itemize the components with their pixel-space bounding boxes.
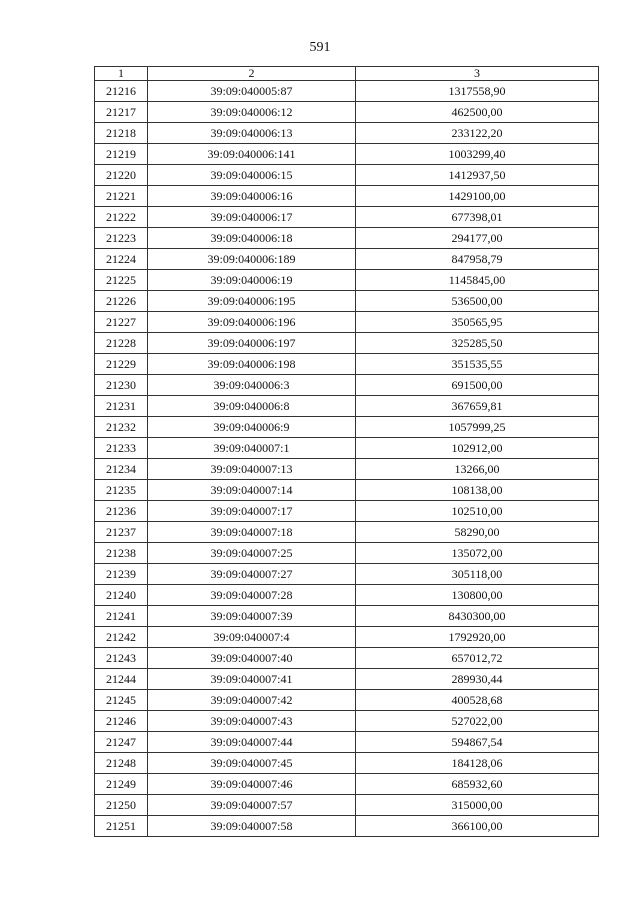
value-cell: 108138,00 <box>356 480 599 501</box>
row-number-cell: 21233 <box>95 438 148 459</box>
table-row <box>95 543 599 564</box>
row-number-cell: 21248 <box>95 753 148 774</box>
row-number-cell: 21242 <box>95 627 148 648</box>
table-row <box>95 690 599 711</box>
cadastral-number-cell: 39:09:040007:17 <box>148 501 356 522</box>
table-row <box>95 396 599 417</box>
cadastral-number-cell: 39:09:040007:43 <box>148 711 356 732</box>
row-number-cell: 21224 <box>95 249 148 270</box>
table-row <box>95 648 599 669</box>
row-number-cell: 21241 <box>95 606 148 627</box>
row-number-cell: 21223 <box>95 228 148 249</box>
table-row <box>95 795 599 816</box>
cadastral-number-cell: 39:09:040006:18 <box>148 228 356 249</box>
row-number-cell: 21238 <box>95 543 148 564</box>
value-cell: 102912,00 <box>356 438 599 459</box>
row-number-cell: 21232 <box>95 417 148 438</box>
table-row <box>95 585 599 606</box>
value-cell: 657012,72 <box>356 648 599 669</box>
table-row <box>95 228 599 249</box>
cadastral-number-cell: 39:09:040007:14 <box>148 480 356 501</box>
value-cell: 294177,00 <box>356 228 599 249</box>
value-cell: 1412937,50 <box>356 165 599 186</box>
row-number-cell: 21225 <box>95 270 148 291</box>
cadastral-number-cell: 39:09:040007:41 <box>148 669 356 690</box>
table-row <box>95 459 599 480</box>
table-row <box>95 564 599 585</box>
row-number-cell: 21243 <box>95 648 148 669</box>
cadastral-number-cell: 39:09:040006:141 <box>148 144 356 165</box>
value-cell: 1792920,00 <box>356 627 599 648</box>
page-number: 591 <box>309 40 331 55</box>
value-cell: 685932,60 <box>356 774 599 795</box>
value-cell: 351535,55 <box>356 354 599 375</box>
row-number-cell: 21231 <box>95 396 148 417</box>
row-number-cell: 21234 <box>95 459 148 480</box>
row-number-cell: 21249 <box>95 774 148 795</box>
cadastral-number-cell: 39:09:040007:13 <box>148 459 356 480</box>
table-row <box>95 774 599 795</box>
value-cell: 13266,00 <box>356 459 599 480</box>
row-number-cell: 21246 <box>95 711 148 732</box>
row-number-cell: 21220 <box>95 165 148 186</box>
cadastral-value-table <box>94 66 599 837</box>
value-cell: 536500,00 <box>356 291 599 312</box>
table-row <box>95 270 599 291</box>
cadastral-number-cell: 39:09:040006:15 <box>148 165 356 186</box>
table-row <box>95 144 599 165</box>
row-number-cell: 21247 <box>95 732 148 753</box>
table-row <box>95 81 599 102</box>
value-cell: 233122,20 <box>356 123 599 144</box>
cadastral-number-cell: 39:09:040007:46 <box>148 774 356 795</box>
cadastral-number-cell: 39:09:040007:28 <box>148 585 356 606</box>
row-number-cell: 21219 <box>95 144 148 165</box>
row-number-cell: 21237 <box>95 522 148 543</box>
value-cell: 691500,00 <box>356 375 599 396</box>
cadastral-number-cell: 39:09:040007:4 <box>148 627 356 648</box>
row-number-cell: 21228 <box>95 333 148 354</box>
row-number-cell: 21236 <box>95 501 148 522</box>
row-number-cell: 21227 <box>95 312 148 333</box>
cadastral-number-cell: 39:09:040007:42 <box>148 690 356 711</box>
row-number-cell: 21217 <box>95 102 148 123</box>
table-row <box>95 102 599 123</box>
value-cell: 305118,00 <box>356 564 599 585</box>
table-row <box>95 165 599 186</box>
row-number-cell: 21244 <box>95 669 148 690</box>
cadastral-number-cell: 39:09:040006:195 <box>148 291 356 312</box>
column-header-1: 1 <box>95 67 148 81</box>
row-number-cell: 21230 <box>95 375 148 396</box>
value-cell: 462500,00 <box>356 102 599 123</box>
cadastral-number-cell: 39:09:040006:3 <box>148 375 356 396</box>
value-cell: 135072,00 <box>356 543 599 564</box>
row-number-cell: 21218 <box>95 123 148 144</box>
value-cell: 366100,00 <box>356 816 599 837</box>
table-row <box>95 732 599 753</box>
cadastral-number-cell: 39:09:040006:13 <box>148 123 356 144</box>
cadastral-number-cell: 39:09:040006:9 <box>148 417 356 438</box>
table-row <box>95 606 599 627</box>
value-cell: 1429100,00 <box>356 186 599 207</box>
value-cell: 400528,68 <box>356 690 599 711</box>
row-number-cell: 21221 <box>95 186 148 207</box>
cadastral-number-cell: 39:09:040005:87 <box>148 81 356 102</box>
value-cell: 8430300,00 <box>356 606 599 627</box>
table-row <box>95 417 599 438</box>
value-cell: 527022,00 <box>356 711 599 732</box>
table-row <box>95 480 599 501</box>
cadastral-number-cell: 39:09:040007:25 <box>148 543 356 564</box>
cadastral-number-cell: 39:09:040007:44 <box>148 732 356 753</box>
header-row <box>95 67 599 81</box>
table-row <box>95 291 599 312</box>
table-row <box>95 501 599 522</box>
table-row <box>95 438 599 459</box>
value-cell: 677398,01 <box>356 207 599 228</box>
value-cell: 184128,06 <box>356 753 599 774</box>
row-number-cell: 21245 <box>95 690 148 711</box>
cadastral-number-cell: 39:09:040007:39 <box>148 606 356 627</box>
table-row <box>95 312 599 333</box>
cadastral-number-cell: 39:09:040006:16 <box>148 186 356 207</box>
table-row <box>95 711 599 732</box>
value-cell: 1317558,90 <box>356 81 599 102</box>
table-row <box>95 816 599 837</box>
table-row <box>95 249 599 270</box>
row-number-cell: 21250 <box>95 795 148 816</box>
value-cell: 367659,81 <box>356 396 599 417</box>
value-cell: 1003299,40 <box>356 144 599 165</box>
cadastral-number-cell: 39:09:040006:8 <box>148 396 356 417</box>
cadastral-number-cell: 39:09:040006:196 <box>148 312 356 333</box>
cadastral-number-cell: 39:09:040007:57 <box>148 795 356 816</box>
cadastral-number-cell: 39:09:040007:18 <box>148 522 356 543</box>
table-row <box>95 522 599 543</box>
value-cell: 102510,00 <box>356 501 599 522</box>
table-row <box>95 123 599 144</box>
row-number-cell: 21251 <box>95 816 148 837</box>
value-cell: 289930,44 <box>356 669 599 690</box>
table-row <box>95 186 599 207</box>
table-body <box>95 81 599 837</box>
table-row <box>95 375 599 396</box>
row-number-cell: 21239 <box>95 564 148 585</box>
value-cell: 1057999,25 <box>356 417 599 438</box>
cadastral-number-cell: 39:09:040007:45 <box>148 753 356 774</box>
cadastral-number-cell: 39:09:040006:19 <box>148 270 356 291</box>
cadastral-number-cell: 39:09:040006:12 <box>148 102 356 123</box>
value-cell: 594867,54 <box>356 732 599 753</box>
cadastral-number-cell: 39:09:040006:198 <box>148 354 356 375</box>
table-row <box>95 753 599 774</box>
value-cell: 58290,00 <box>356 522 599 543</box>
value-cell: 315000,00 <box>356 795 599 816</box>
row-number-cell: 21222 <box>95 207 148 228</box>
row-number-cell: 21216 <box>95 81 148 102</box>
table-row <box>95 207 599 228</box>
cadastral-number-cell: 39:09:040006:17 <box>148 207 356 228</box>
cadastral-number-cell: 39:09:040006:197 <box>148 333 356 354</box>
table-header <box>95 67 599 81</box>
cadastral-number-cell: 39:09:040007:58 <box>148 816 356 837</box>
row-number-cell: 21240 <box>95 585 148 606</box>
value-cell: 350565,95 <box>356 312 599 333</box>
value-cell: 1145845,00 <box>356 270 599 291</box>
column-header-2: 2 <box>148 67 356 81</box>
column-header-3: 3 <box>356 67 599 81</box>
cadastral-number-cell: 39:09:040007:40 <box>148 648 356 669</box>
cadastral-number-cell: 39:09:040007:27 <box>148 564 356 585</box>
table-row <box>95 669 599 690</box>
value-cell: 847958,79 <box>356 249 599 270</box>
row-number-cell: 21235 <box>95 480 148 501</box>
value-cell: 325285,50 <box>356 333 599 354</box>
table-row <box>95 627 599 648</box>
cadastral-number-cell: 39:09:040007:1 <box>148 438 356 459</box>
table-row <box>95 333 599 354</box>
value-cell: 130800,00 <box>356 585 599 606</box>
table-row <box>95 354 599 375</box>
row-number-cell: 21226 <box>95 291 148 312</box>
row-number-cell: 21229 <box>95 354 148 375</box>
cadastral-number-cell: 39:09:040006:189 <box>148 249 356 270</box>
